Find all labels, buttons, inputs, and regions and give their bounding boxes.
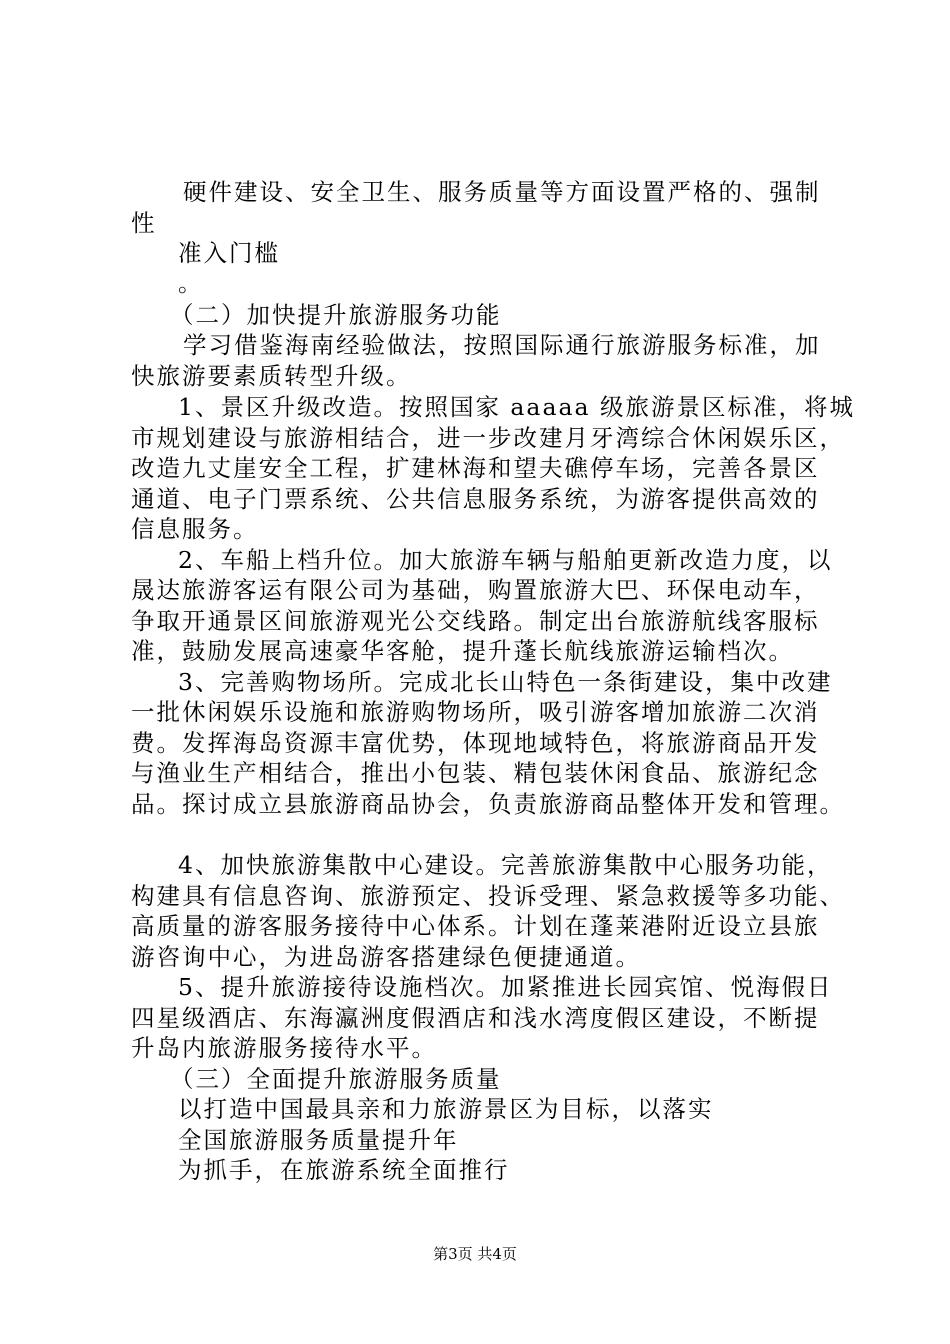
section-heading: （三）全面提升旅游服务质量 <box>170 1065 502 1093</box>
text-line: 快旅游要素质转型升级。 <box>131 362 412 390</box>
text-line: 1、景区升级改造。按照国家 aaaaa 级旅游景区标准，将城 <box>178 393 855 421</box>
text-line: 晟达旅游客运有限公司为基础，购置旅游大巴、环保电动车， <box>131 576 820 604</box>
text-line: 性 <box>131 209 157 237</box>
text-line: 品。探讨成立县旅游商品协会，负责旅游商品整体开发和管理。 <box>131 790 845 818</box>
text-line: 5、提升旅游接待设施档次。加紧推进长园宾馆、悦海假日 <box>178 973 833 1001</box>
text-line: 准，鼓励发展高速豪华客舱，提升蓬长航线旅游运输档次。 <box>131 637 794 665</box>
text-line: 4、加快旅游集散中心建设。完善旅游集散中心服务功能， <box>178 851 833 879</box>
text-line: 以打造中国最具亲和力旅游景区为目标，以落实 <box>178 1095 714 1123</box>
text-line: 全国旅游服务质量提升年 <box>178 1126 459 1154</box>
text-line: 争取开通景区间旅游观光公交线路。制定出台旅游航线客服标 <box>131 607 820 635</box>
text-line: 为抓手，在旅游系统全面推行 <box>178 1156 510 1184</box>
text-line: 高质量的游客服务接待中心体系。计划在蓬莱港附近设立县旅 <box>131 912 820 940</box>
text-line: 四星级酒店、东海瀛洲度假酒店和浅水湾度假区建设，不断提 <box>131 1004 820 1032</box>
text-line: 准入门槛 <box>178 239 280 267</box>
text-line: 3、完善购物场所。完成北长山特色一条街建设，集中改建 <box>178 668 833 696</box>
text-line: 硬件建设、安全卫生、服务质量等方面设置严格的、强制 <box>183 178 821 206</box>
text-line: 与渔业生产相结合，推出小包装、精包装休闲食品、旅游纪念 <box>131 759 820 787</box>
text-line: 学习借鉴海南经验做法，按照国际通行旅游服务标准，加 <box>183 331 821 359</box>
text-line: 构建具有信息咨询、旅游预定、投诉受理、紧急救援等多功能、 <box>131 882 845 910</box>
text-line: 一批休闲娱乐设施和旅游购物场所，吸引游客增加旅游二次消 <box>131 698 820 726</box>
page-number-footer: 第3页 共4页 <box>433 1245 517 1263</box>
text-line: 改造九丈崖安全工程，扩建林海和望夫礁停车场，完善各景区 <box>131 454 820 482</box>
text-line: 。 <box>178 269 204 297</box>
text-line: 2、车船上档升位。加大旅游车辆与船舶更新改造力度，以 <box>178 546 833 574</box>
text-line: 费。发挥海岛资源丰富优势，体现地域特色，将旅游商品开发 <box>131 729 820 757</box>
text-line: 信息服务。 <box>131 515 259 543</box>
text-line: 游咨询中心，为进岛游客搭建绿色便捷通道。 <box>131 943 641 971</box>
text-line: 升岛内旅游服务接待水平。 <box>131 1034 437 1062</box>
section-heading: （二）加快提升旅游服务功能 <box>170 301 502 329</box>
text-line: 市规划建设与旅游相结合，进一步改建月牙湾综合休闲娱乐区， <box>131 424 845 452</box>
text-line: 通道、电子门票系统、公共信息服务系统，为游客提供高效的 <box>131 485 820 513</box>
